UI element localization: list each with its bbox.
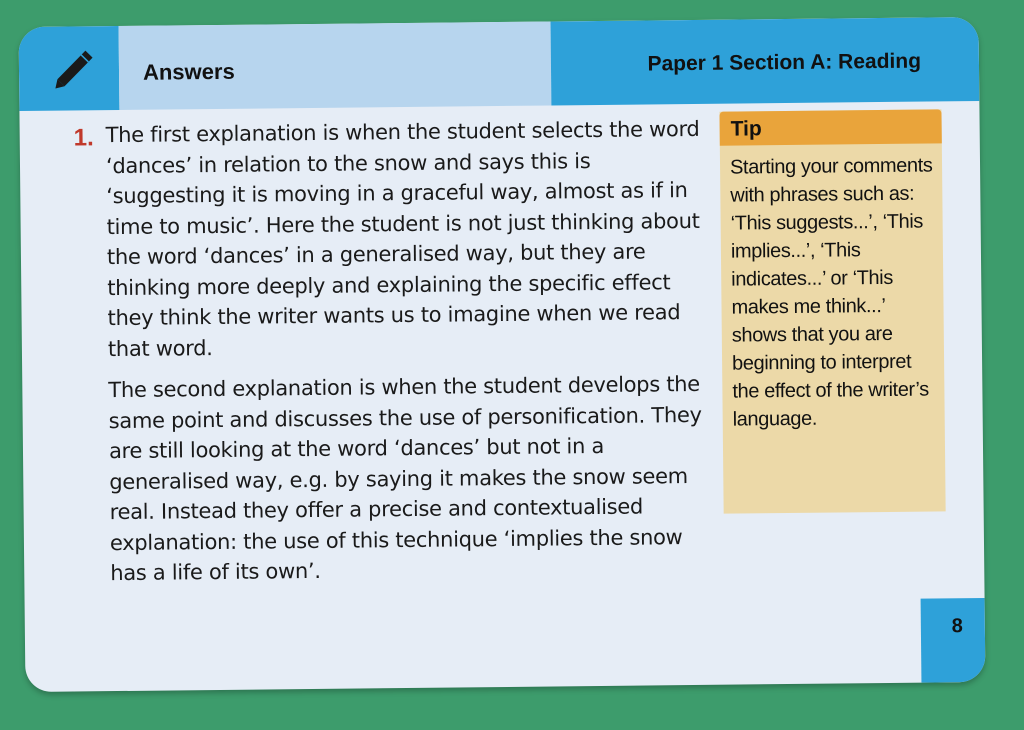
revision-card (19, 17, 986, 692)
section-title: Answers (142, 58, 235, 85)
paper-title: Paper 1 Section A: Reading (647, 49, 922, 76)
tip-text: Starting your comments with phrases such as: ‘This suggests...’, ‘This implies...’, ‘This indicates...’ or ‘This makes me think...’ shows that you are beginning to interpret the effect of the writer’s language. (729, 154, 933, 431)
answer-number: 1. (73, 124, 94, 152)
pencil-icon (49, 42, 102, 95)
header-icon-tab (19, 26, 120, 111)
page-number: 8 (951, 615, 963, 638)
answer-paragraph-1: The first explanation is when the student selects the word ‘dances’ in relation to the snow and says this is ‘suggesting it is moving in a graceful way, almost as if in time to music’. Here the student is not just thinking about the word ‘dances’ in a generalised way, but they are thinking more deeply and explaining the specific effect they think the writer wants us to imagine when we read that word. (105, 116, 700, 361)
answer-paragraph-2: The second explanation is when the student develops the same point and discusses the use of personification. They are still looking at the word ‘dances’ but not in a generalised way, e.g. by saying it makes the snow seem real. Instead they offer a precise and contextualised explanation: the use of this technique ‘implies the snow has a life of its own’. (108, 371, 702, 586)
tip-box (719, 109, 945, 513)
page-number-tab (921, 598, 986, 683)
tip-label: Tip (730, 117, 762, 141)
